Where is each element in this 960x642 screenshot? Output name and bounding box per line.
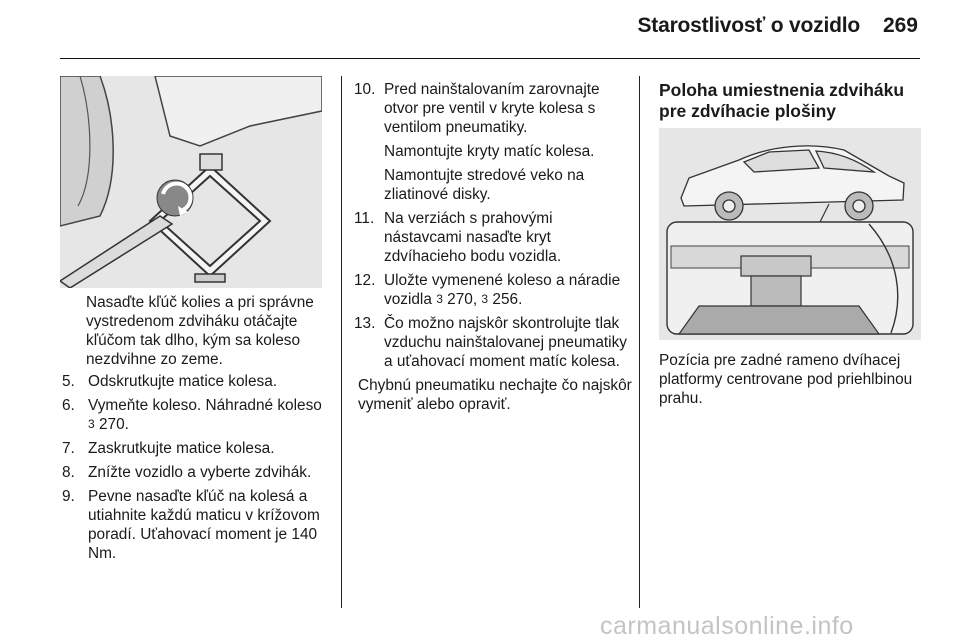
figure-caption: Pozícia pre zadné rameno dvíhacej platformy centrovane pod priehlbinou prahu. [659, 352, 913, 407]
section-title: Poloha umiestnenia zdviháku pre zdvíhacie plošiny [659, 80, 905, 121]
list-item: 13. Čo možno najskôr skontrolujte tlak vzduchu nainštalovanej pneumatiky a uťahovací moment matíc kolesa. [354, 315, 627, 370]
page-ref-icon[interactable]: 3 [436, 292, 443, 306]
list-item: 10. Pred nainštalovaním zarovnajte otvor pre ventil v kryte kolesa s ventilom pneumatiky. Namontujte kryty matíc kolesa. Namontujte stredové veko na zliatinové disky. [354, 81, 600, 203]
page-number: 269 [882, 14, 918, 37]
page-ref[interactable]: 256. [492, 291, 523, 308]
list-item: 9. Pevne nasaďte kľúč na kolesá a utiahnite každú maticu v krížovom poradí. Uťahovací moment je 140 Nm. [62, 488, 320, 562]
page-ref-icon[interactable]: 3 [88, 417, 95, 431]
page-header-title: Starostlivosť o vozidlo [637, 14, 860, 37]
page-ref[interactable]: 270, [447, 291, 478, 308]
list-item: 6. Vymeňte koleso. Náhradné koleso 3 270. [62, 397, 322, 433]
note-paragraph: Chybnú pneumatiku nechajte čo najskôr vymeniť alebo opraviť. [358, 377, 632, 413]
jack-wrench-illustration [60, 76, 322, 288]
watermark: carmanualsonline.info [600, 612, 854, 640]
page-ref-icon[interactable]: 3 [481, 292, 489, 306]
column-divider [639, 76, 640, 608]
list-item: 8. Znížte vozidlo a vyberte zdvihák. [62, 464, 312, 481]
page-ref[interactable]: 270. [98, 416, 129, 433]
steps-list-col2 [354, 80, 634, 414]
list-item: 5. Odskrutkujte matice kolesa. [62, 373, 278, 390]
intro-paragraph: Nasaďte kľúč kolies a pri správne vystredenom zdviháku otáčajte kľúčom tak dlho, kým sa koleso nezdvihne zo zeme. [86, 294, 314, 368]
steps-list-col1 [62, 372, 330, 568]
list-item: 11. Na verziách s prahovými nástavcami nasaďte kryt zdvíhacieho bodu vozidla. [354, 210, 562, 265]
header-rule [60, 58, 920, 59]
lift-point-illustration [659, 128, 921, 340]
list-item: 12. Uložte vymenené koleso a náradie vozidla 3 270, 3 256. [354, 272, 621, 308]
list-item: 7. Zaskrutkujte matice kolesa. [62, 440, 275, 457]
column-divider [341, 76, 342, 608]
